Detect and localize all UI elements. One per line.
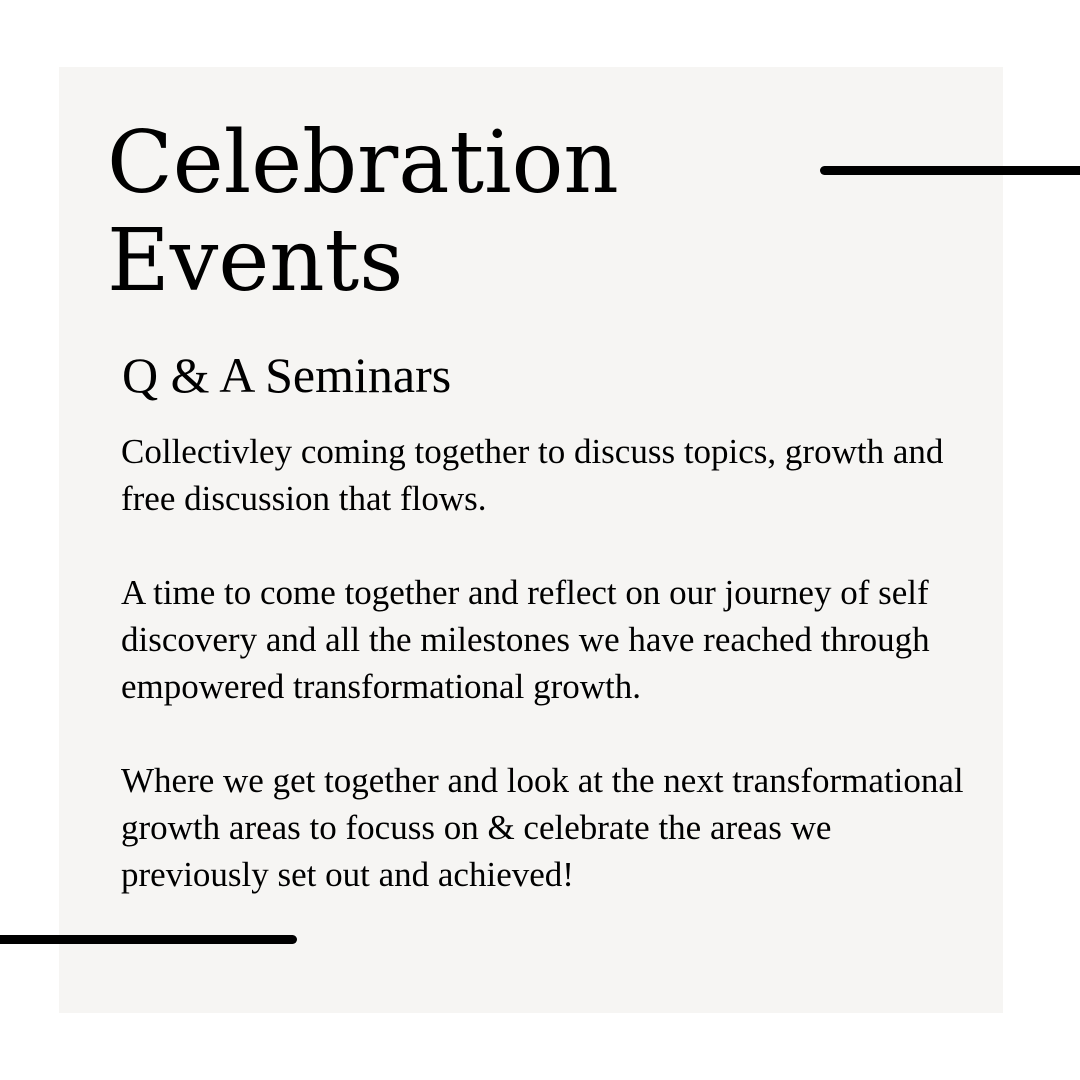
- paragraph-discussion: Collectivley coming together to discuss topics, growth and free discussion that flows.: [121, 432, 944, 518]
- top-accent-rule: [820, 166, 1080, 175]
- title-line-1: Celebration: [107, 113, 619, 213]
- bottom-accent-rule: [0, 935, 297, 944]
- paragraph-next-steps: Where we get together and look at the next transformational growth areas to focuss on & celebrate the areas we previously set out and achieved!: [121, 761, 964, 894]
- body-text: [121, 428, 981, 898]
- title-line-2: Events: [107, 211, 404, 311]
- section-subtitle: Q & A Seminars: [122, 347, 452, 403]
- page-title: [107, 114, 619, 310]
- paragraph-reflection: A time to come together and reflect on our journey of self discovery and all the milestones we have reached through empowered transformational growth.: [121, 573, 930, 706]
